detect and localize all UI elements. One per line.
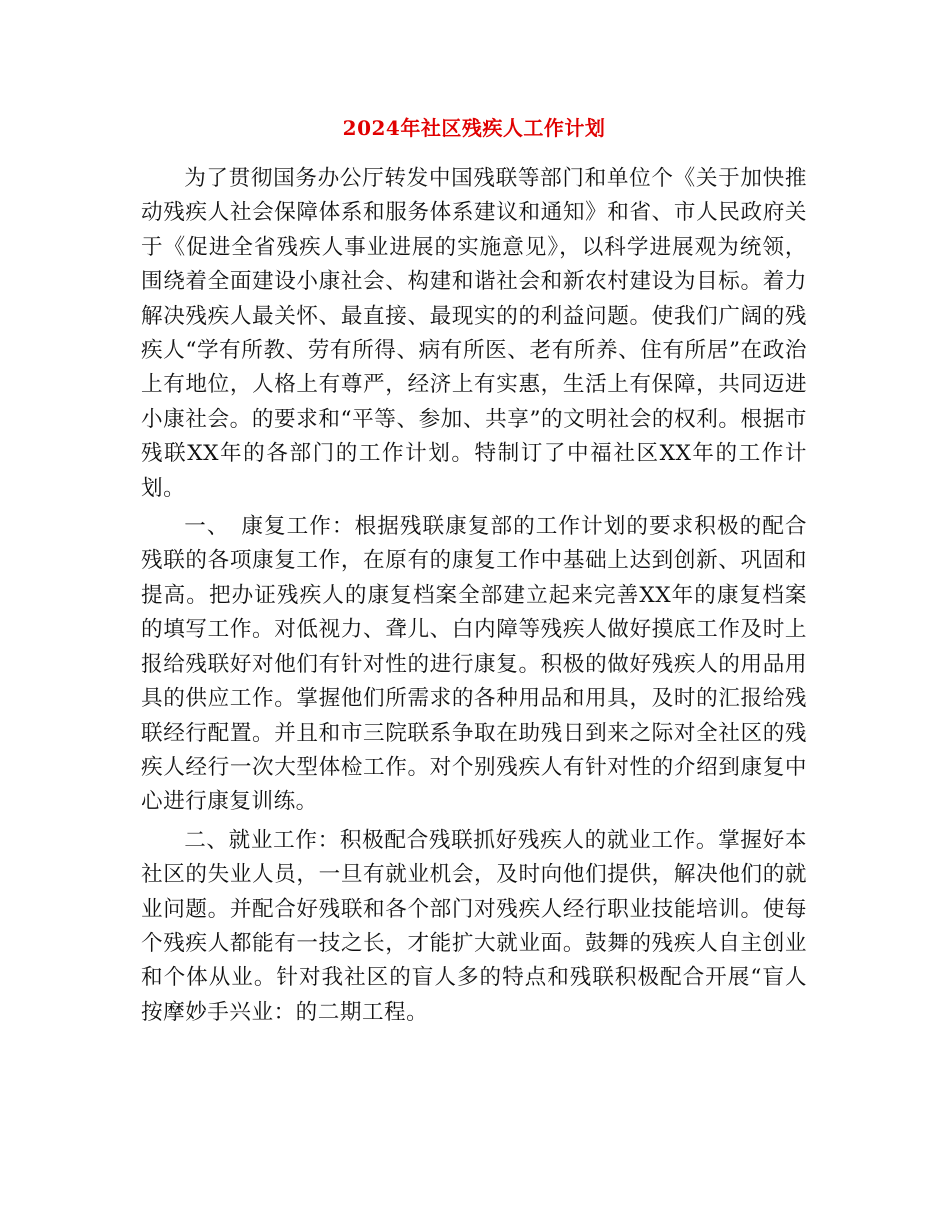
document-title: 2024年社区残疾人工作计划 (342, 116, 606, 140)
document-page (141, 108, 807, 1034)
paragraph-intro: 为了贯彻国务办公厅转发中国残联等部门和单位个《关于加快推动残疾人社会保障体系和服务体系建议和通知》和省、市人民政府关于《促进全省残疾人事业进展的实施意见》，以科学进展观为统领，围绕着全面建设小康社会、构建和谐社会和新农村建设为目标。着力解决残疾人最关怀、最直接、最现实的的利益问题。使我们广阔的残疾人“学有所教、劳有所得、病有所医、老有所养、住有所居”在政治上有地位，人格上有尊严，经济上有实惠，生活上有保障，共同迈进小康社会。的要求和“平等、参加、共享”的文明社会的权利。根据市残联XX年的各部门的工作计划。特制订了中福社区XX年的工作计划。 (141, 166, 807, 501)
paragraph-employment: 二、就业工作：积极配合残联抓好残疾人的就业工作。掌握好本社区的失业人员，一旦有就业机会，及时向他们提供，解决他们的就业问题。并配合好残联和各个部门对残疾人经行职业技能培训。使每个残疾人都能有一技之长，才能扩大就业面。鼓舞的残疾人自主创业和个体从业。针对我社区的盲人多的特点和残联积极配合开展“盲人按摩妙手兴业：的二期工程。 (141, 827, 807, 1025)
paragraph-rehabilitation: 一、 康复工作：根据残联康复部的工作计划的要求积极的配合残联的各项康复工作，在原有的康复工作中基础上达到创新、巩固和提高。把办证残疾人的康复档案全部建立起来完善XX年的康复档案的填写工作。对低视力、聋儿、白内障等残疾人做好摸底工作及时上报给残联好对他们有针对性的进行康复。积极的做好残疾人的用品用具的供应工作。掌握他们所需求的各种用品和用具，及时的汇报给残联经行配置。并且和市三院联系争取在助残日到来之际对全社区的残疾人经行一次大型体检工作。对个别残疾人有针对性的介绍到康复中心进行康复训练。 (141, 514, 807, 815)
